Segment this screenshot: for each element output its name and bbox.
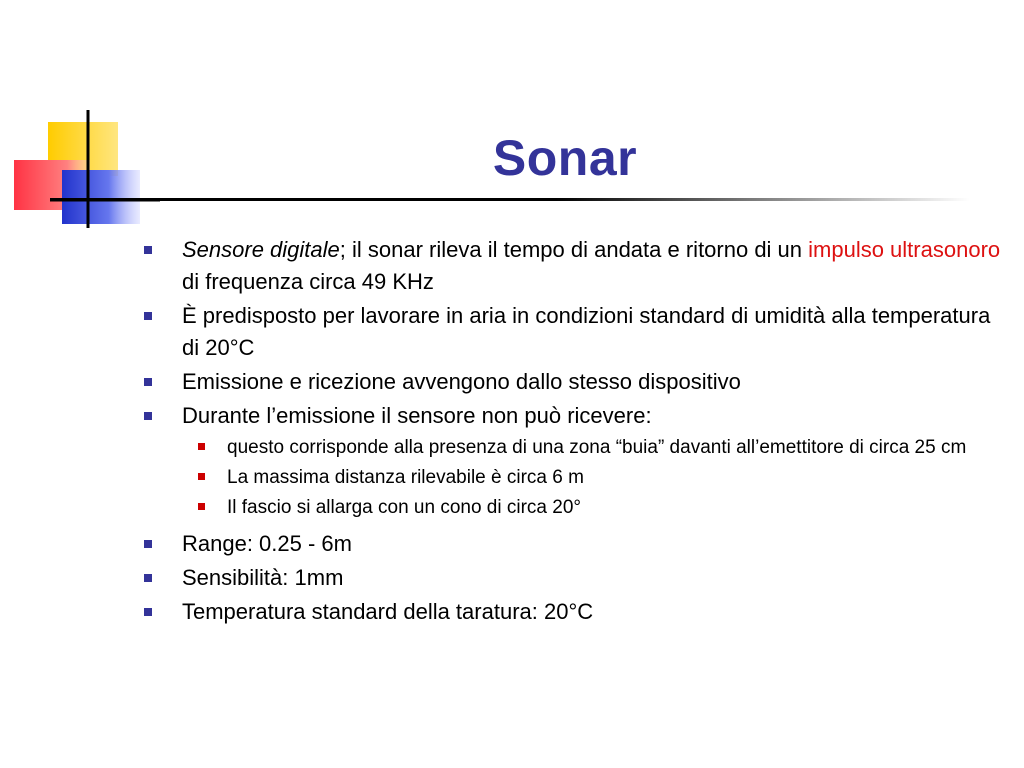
sub-bullet-item [140,494,1010,522]
decorative-logo [0,100,160,240]
bullet-item [140,234,1010,298]
bullet-text: È predisposto per lavorare in aria in condizioni standard di umidità alla temperatura di 20°C [182,303,991,360]
square-bullet-icon [144,378,152,386]
square-bullet-icon [144,246,152,254]
sub-bullet-item [140,464,1010,492]
sub-bullet-text: questo corrisponde alla presenza di una zona “buia” davanti all’emettitore di circa 25 cm [227,437,967,458]
red-square-bullet-icon [198,443,205,450]
bullet-text: Emissione e ricezione avvengono dallo stesso dispositivo [182,369,741,394]
bullet-item [140,528,1010,560]
bullet-item [140,400,1010,432]
title-divider [50,198,970,201]
bullet-text: di frequenza circa 49 KHz [182,269,434,294]
square-bullet-icon [144,312,152,320]
red-square-bullet-icon [198,473,205,480]
blue-square [62,170,140,224]
bullet-text: ; il sonar rileva il tempo di andata e ritorno di un [339,237,809,262]
bullet-highlight: impulso ultrasonoro [808,237,1001,262]
sub-bullet-item [140,434,1010,462]
bullet-item [140,562,1010,594]
bullet-italic-lead: Sensore digitale [182,237,340,262]
square-bullet-icon [144,412,152,420]
slide-content [140,234,1010,630]
bullet-text: Durante l’emissione il sensore non può ricevere: [182,403,652,428]
square-bullet-icon [144,574,152,582]
bullet-item [140,596,1010,628]
square-bullet-icon [144,540,152,548]
bullet-item [140,366,1010,398]
bullet-text: Sensibilità: 1mm [182,565,344,590]
bullet-text: Range: 0.25 - 6m [182,531,352,556]
sub-bullet-text: Il fascio si allarga con un cono di circa 20° [227,497,582,518]
red-square-bullet-icon [198,503,205,510]
bullet-item [140,300,1010,364]
sub-bullet-text: La massima distanza rilevabile è circa 6 m [227,467,584,488]
square-bullet-icon [144,608,152,616]
bullet-text: Temperatura standard della taratura: 20°C [182,599,594,624]
slide-title: Sonar [492,130,638,186]
